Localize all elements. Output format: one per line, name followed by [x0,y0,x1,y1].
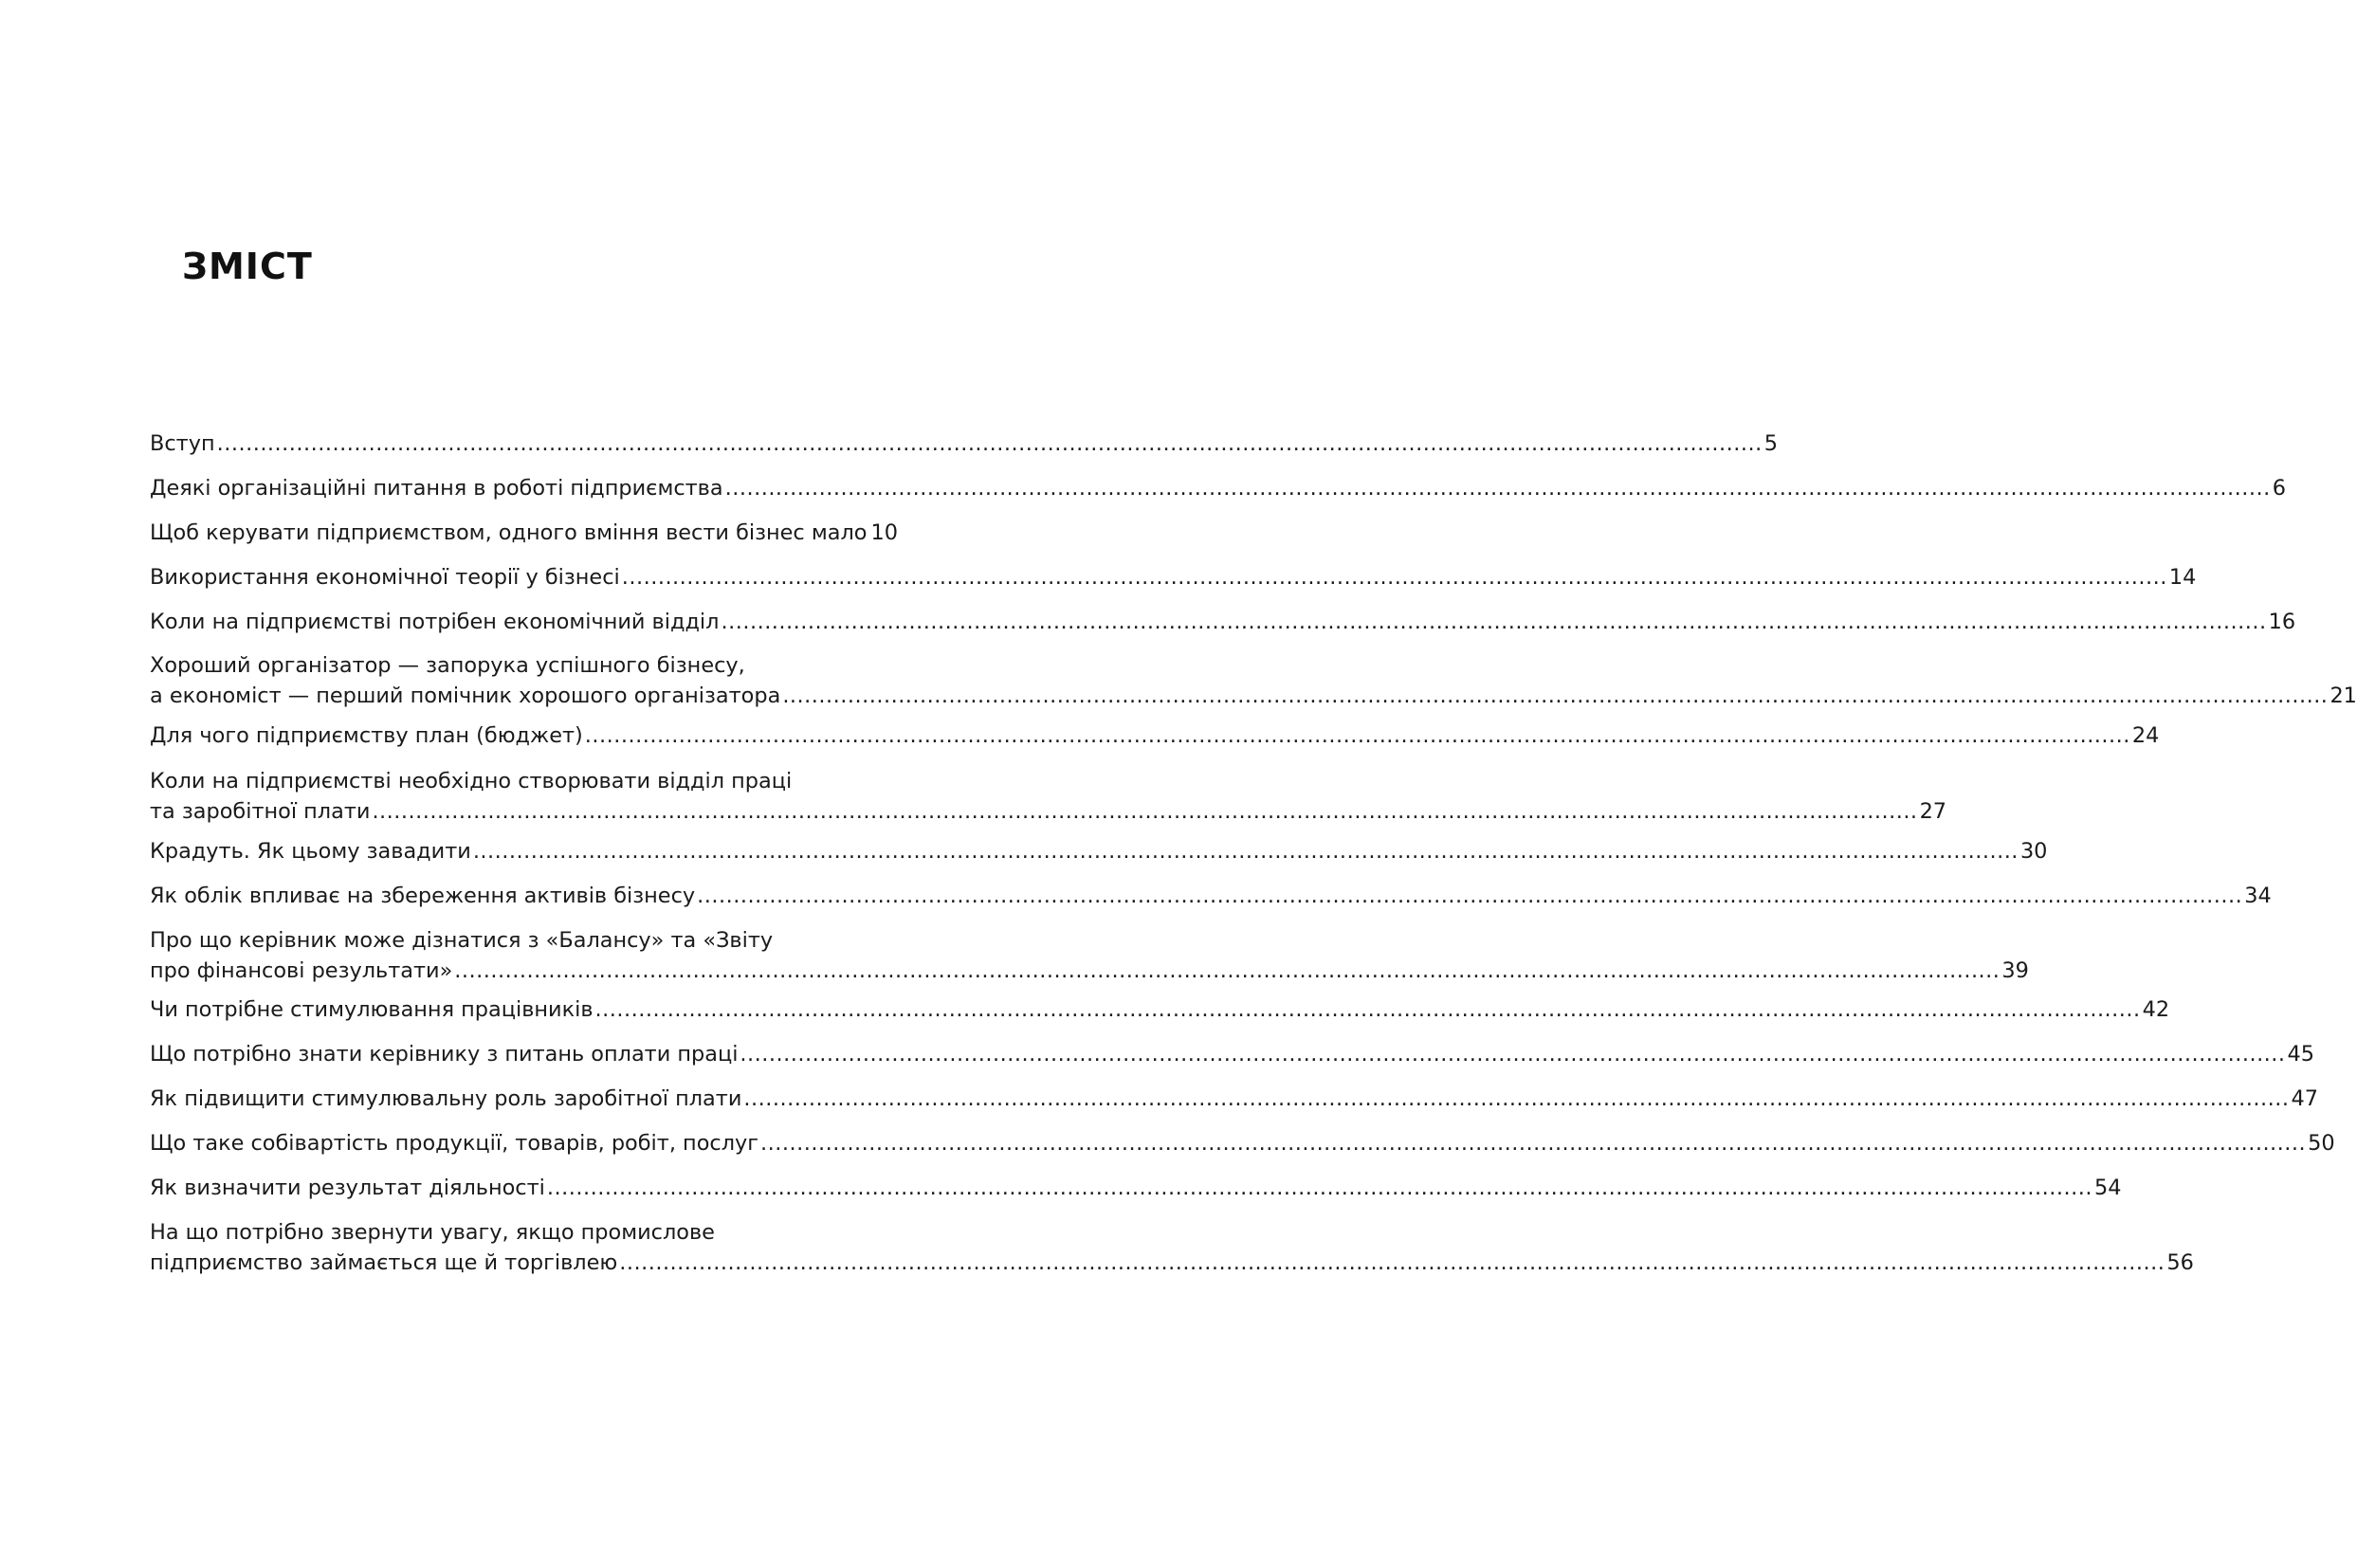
toc-entry-title: а економіст — перший помічник хорошого організатора [150,684,781,708]
toc-entry-line [150,1128,2335,1158]
toc-entry-title: Деякі організаційні питання в роботі підприємства [150,476,723,501]
dot-leader: ...................................................................................................................................................................................................................... [760,1131,2307,1156]
toc-page-number: 27 [1919,799,1947,824]
toc-entry [150,881,2272,911]
toc-page-number: 34 [2244,884,2272,908]
toc-entry-line [150,994,2170,1025]
toc-page-number: 47 [2291,1086,2318,1111]
toc-entry [150,650,2357,711]
toc-page-number: 56 [2166,1250,2194,1275]
toc-entry-title: Що потрібно знати керівнику з питань оплати праці [150,1042,739,1067]
toc-entry [150,1084,2318,1114]
dot-leader: ...................................................................................................................................................................................................................... [740,1042,2286,1067]
toc-entry-title: Крадуть. Як цьому завадити [150,839,471,864]
toc-entry-title: Як визначити результат діяльності [150,1176,545,1200]
dot-leader: ...................................................................................................................................................................................................................... [721,610,2267,634]
toc-page-number: 42 [2142,997,2170,1022]
toc-page-number: 39 [2001,958,2029,983]
toc-entry [150,473,2286,503]
toc-entry [150,1128,2335,1158]
toc-entry-title: Як підвищити стимулювальну роль заробітної плати [150,1086,742,1111]
toc-entry-line [150,681,2357,711]
toc-page-number: 21 [2330,684,2357,708]
toc-entry-line [150,607,2296,637]
toc-entry [150,428,1778,459]
toc-entry-line [150,1084,2318,1114]
toc-page-number: 6 [2272,476,2286,501]
dot-leader: ...................................................................................................................................................................................................................... [216,431,1763,456]
toc-entry-line [150,518,898,548]
toc-entry-line [150,796,1947,827]
toc-entry [150,925,2029,986]
toc-entry-title: Для чого підприємству план (бюджет) [150,723,583,748]
dot-leader: ...................................................................................................................................................................................................................... [782,684,2329,708]
toc-entry-title: Коли на підприємстві необхідно створювати відділ праці [150,769,793,793]
toc-page-number: 50 [2308,1131,2335,1156]
toc-entry-title: Щоб керувати підприємством, одного вміння вести бізнес мало [150,520,868,545]
dot-leader: ...................................................................................................................................................................................................................... [724,476,2271,501]
dot-leader: ...................................................................................................................................................................................................................... [584,723,2130,748]
toc-entry-title: про фінансові результати» [150,958,453,983]
toc-entry [150,994,2170,1025]
dot-leader: ...................................................................................................................................................................................................................... [454,958,2001,983]
page-title: ЗМІСТ [182,246,313,287]
toc-entry-line [150,720,2160,751]
toc-entry-line [150,1217,891,1248]
dot-leader: ...................................................................................................................................................................................................................... [743,1086,2290,1111]
toc-entry-line [150,473,2286,503]
toc-entry-line [150,766,891,796]
dot-leader: ...................................................................................................................................................................................................................... [546,1176,2092,1200]
dot-leader: ...................................................................................................................................................................................................................... [621,565,2167,590]
toc-entry [150,607,2296,637]
toc-entry-line [150,956,2029,986]
toc-entry [150,518,898,548]
toc-entry [150,766,1947,827]
toc-entry-line [150,650,891,681]
toc-entry-title: На що потрібно звернути увагу, якщо промислове [150,1220,715,1245]
toc-page-number: 24 [2131,723,2160,748]
toc-page-number: 45 [2287,1042,2315,1067]
toc-entry-title: Коли на підприємстві потрібен економічний відділ [150,610,720,634]
toc-entry-line [150,428,1778,459]
toc-entry-title: Як облік впливає на збереження активів бізнесу [150,884,696,908]
toc-entry [150,720,2160,751]
toc-page-number: 10 [870,520,898,545]
toc-entry [150,1173,2122,1203]
toc-page-number: 14 [2168,565,2197,590]
toc-entry [150,1217,2194,1278]
toc-entry-line [150,1039,2315,1069]
toc-entry-title: підприємство займається ще й торгівлею [150,1250,618,1275]
toc-entry-title: та заробітної плати [150,799,371,824]
dot-leader: ...................................................................................................................................................................................................................... [594,997,2141,1022]
toc-entry [150,836,2048,866]
toc-page-number: 54 [2094,1176,2122,1200]
toc-page-number: 16 [2268,610,2296,634]
toc-entry-line [150,1248,2194,1278]
toc-entry-title: Чи потрібне стимулювання працівників [150,997,594,1022]
dot-leader: ...................................................................................................................................................................................................................... [472,839,2019,864]
toc-entry-title: Хороший організатор — запорука успішного бізнесу, [150,653,745,678]
toc-entry-line [150,836,2048,866]
dot-leader: ...................................................................................................................................................................................................................... [372,799,1918,824]
toc-entry-line [150,925,891,956]
toc-entry-title: Що таке собівартість продукції, товарів, робіт, послуг [150,1131,759,1156]
dot-leader: ...................................................................................................................................................................................................................... [697,884,2243,908]
toc-entry-line [150,881,2272,911]
dot-leader: ...................................................................................................................................................................................................................... [619,1250,2165,1275]
toc-page-number: 30 [2019,839,2048,864]
toc-entry [150,1039,2315,1069]
toc-entry-title: Використання економічної теорії у бізнесі [150,565,620,590]
toc-entry-title: Про що керівник може дізнатися з «Балансу» та «Звіту [150,928,774,953]
toc-page-number: 5 [1763,431,1778,456]
toc-entry-line [150,562,2197,593]
toc-entry [150,562,2197,593]
toc-entry-line [150,1173,2122,1203]
toc-entry-title: Вступ [150,431,215,456]
